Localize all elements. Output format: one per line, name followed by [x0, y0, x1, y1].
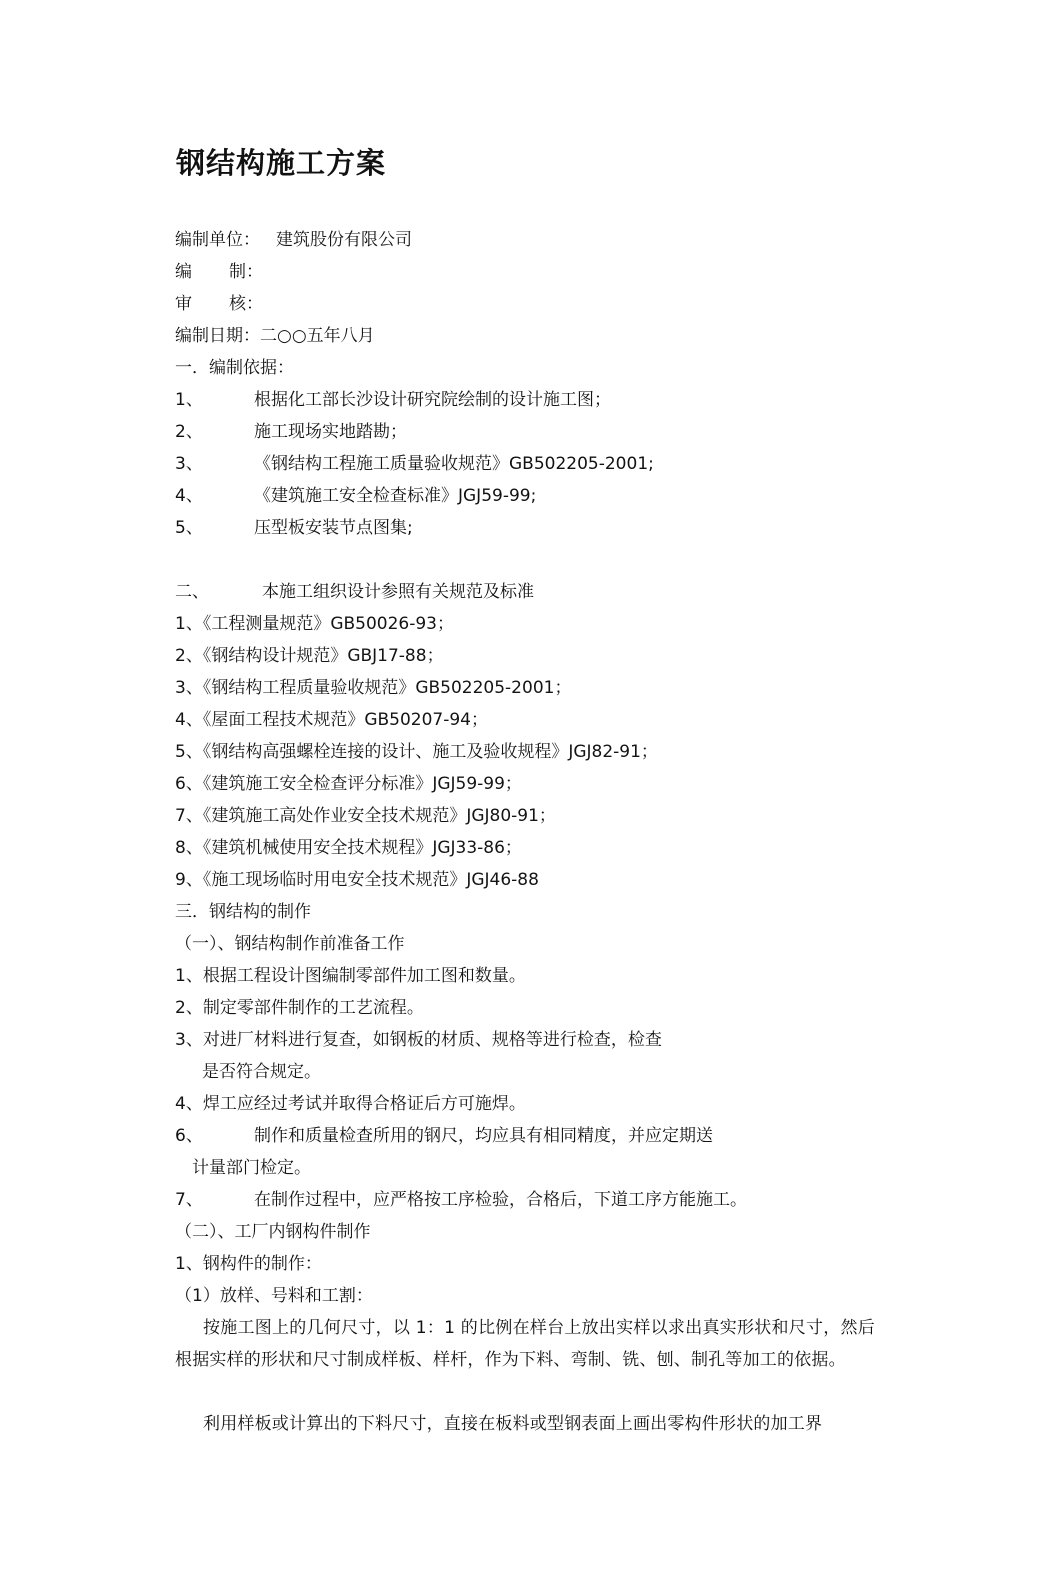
standard-item: 1、《工程测量规范》GB50026-93；: [175, 614, 454, 634]
list-item-text: 施工现场实地踏勘；: [254, 422, 407, 442]
prep-item: 2、制定零部件制作的工艺流程。: [175, 998, 424, 1018]
document-title: 钢结构施工方案: [176, 146, 387, 180]
unit-value: 建筑股份有限公司: [276, 230, 412, 250]
list-item-text: 《钢结构工程施工质量验收规范》GB502205-2001;: [254, 454, 654, 474]
standard-item: 5、《钢结构高强螺栓连接的设计、施工及验收规程》JGJ82-91；: [175, 742, 658, 762]
list-item-text: 压型板安装节点图集;: [254, 518, 413, 538]
body-paragraph: 利用样板或计算出的下料尺寸，直接在板料或型钢表面上画出零构件形状的加工界: [203, 1414, 823, 1434]
step-heading: （1）放样、号料和工割：: [175, 1286, 373, 1306]
standard-item: 4、《屋面工程技术规范》GB50207-94；: [175, 710, 488, 730]
body-paragraph: 按施工图上的几何尺寸，以 1：1 的比例在样台上放出实样以求出真实形状和尺寸，然后根据实样的形状和尺寸制成样板、样杆，作为下料、弯制、铣、刨、制孔等加工的依据。: [175, 1318, 875, 1370]
list-item-number: 2、: [175, 422, 203, 442]
list-item-number: 3、: [175, 454, 203, 474]
date-label: 编制日期：二○○五年八月: [175, 326, 375, 346]
author-label-a: 编: [175, 262, 192, 282]
prep-item: 4、焊工应经过考试并取得合格证后方可施焊。: [175, 1094, 526, 1114]
list-item-text: 《建筑施工安全检查标准》JGJ59-99;: [254, 486, 537, 506]
section2-heading: 本施工组织设计参照有关规范及标准: [262, 582, 534, 602]
standard-item: 6、《建筑施工安全检查评分标准》JGJ59-99；: [175, 774, 522, 794]
prep-item-text: 制作和质量检查所用的钢尺，均应具有相同精度，并应定期送: [254, 1126, 713, 1146]
component-heading: 1、钢构件的制作：: [175, 1254, 322, 1274]
review-label-a: 审: [175, 294, 192, 314]
section3-heading: 三．钢结构的制作: [175, 902, 311, 922]
standard-item: 9、《施工现场临时用电安全技术规范》JGJ46-88: [175, 870, 539, 890]
list-item-text: 根据化工部长沙设计研究院绘制的设计施工图；: [254, 390, 611, 410]
section3-sub1: （一）、钢结构制作前准备工作: [175, 934, 405, 954]
prep-item-continuation: 计量部门检定。: [192, 1158, 311, 1178]
standard-item: 2、《钢结构设计规范》GBJ17-88；: [175, 646, 444, 666]
standard-item: 7、《建筑施工高处作业安全技术规范》JGJ80-91；: [175, 806, 556, 826]
standard-item: 3、《钢结构工程质量验收规范》GB502205-2001；: [175, 678, 572, 698]
standard-item: 8、《建筑机械使用安全技术规程》JGJ33-86；: [175, 838, 522, 858]
prep-item-text: 在制作过程中，应严格按工序检验，合格后，下道工序方能施工。: [254, 1190, 747, 1210]
prep-item-number: 7、: [175, 1190, 203, 1210]
prep-item: 3、对进厂材料进行复查，如钢板的材质、规格等进行检查，检查: [175, 1030, 662, 1050]
unit-label: 编制单位：: [175, 230, 260, 250]
prep-item: 1、根据工程设计图编制零部件加工图和数量。: [175, 966, 526, 986]
list-item-number: 5、: [175, 518, 203, 538]
section1-heading: 一．编制依据：: [175, 358, 294, 378]
list-item-number: 1、: [175, 390, 203, 410]
list-item-number: 4、: [175, 486, 203, 506]
prep-item-continuation: 是否符合规定。: [202, 1062, 321, 1082]
author-label-b: 制：: [229, 262, 263, 282]
prep-item-number: 6、: [175, 1126, 203, 1146]
section3-sub2: （二）、工厂内钢构件制作: [175, 1222, 371, 1242]
review-label-b: 核：: [229, 294, 263, 314]
section2-number: 二、: [175, 582, 209, 602]
